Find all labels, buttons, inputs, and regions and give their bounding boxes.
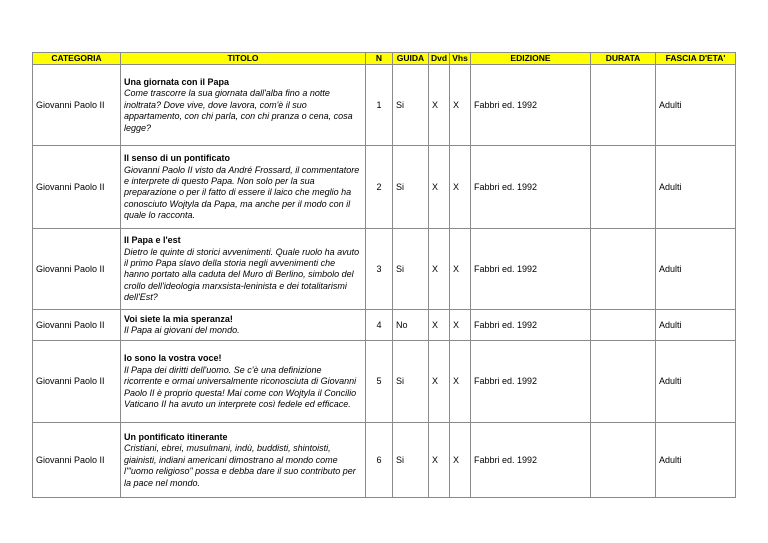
cell-edizione: Fabbri ed. 1992: [471, 310, 591, 341]
header-dvd: Dvd: [429, 53, 450, 65]
header-n: N: [366, 53, 393, 65]
cell-categoria: Giovanni Paolo II: [33, 423, 121, 498]
cell-edizione: Fabbri ed. 1992: [471, 229, 591, 310]
cell-edizione: Fabbri ed. 1992: [471, 146, 591, 229]
header-titolo: TITOLO: [121, 53, 366, 65]
cell-durata: [591, 65, 656, 146]
cell-durata: [591, 146, 656, 229]
cell-n: 3: [366, 229, 393, 310]
catalog-table: [32, 52, 736, 498]
header-row: [33, 53, 736, 65]
title-text: Un pontificato itinerante: [124, 431, 228, 442]
cell-titolo: [121, 310, 366, 341]
description-text: Cristiani, ebrei, musulmani, indù, buddisti, shintoisti, giainisti, indiani americani dimostrano al mondo come l'"uomo religioso" possa e debba dare il suo contributo per la pace nel mondo.: [124, 443, 356, 488]
title-text: Voi siete la mia speranza!: [124, 314, 233, 324]
cell-guida: Si: [393, 146, 429, 229]
cell-dvd: X: [429, 65, 450, 146]
header-edizione: EDIZIONE: [471, 53, 591, 65]
cell-dvd: X: [429, 146, 450, 229]
cell-fascia: Adulti: [656, 341, 736, 423]
cell-categoria: Giovanni Paolo II: [33, 65, 121, 146]
cell-n: 5: [366, 341, 393, 423]
cell-edizione: Fabbri ed. 1992: [471, 341, 591, 423]
table-row: [33, 423, 736, 498]
table-row: [33, 341, 736, 423]
cell-fascia: Adulti: [656, 229, 736, 310]
description-text: Dietro le quinte di storici avvenimenti. Quale ruolo ha avuto il primo Papa slavo della storia negli avvenimenti che hanno portato alla caduta del Muro di Berlino, simbolo del crollo dell'ideologia marxsista-leninista e dei totalitarismi dell'Est?: [124, 246, 360, 303]
cell-durata: [591, 229, 656, 310]
cell-dvd: X: [429, 229, 450, 310]
description-text: Il Papa ai giovani del mondo.: [124, 325, 240, 336]
cell-titolo: [121, 146, 366, 229]
table-row: [33, 146, 736, 229]
cell-durata: [591, 423, 656, 498]
table-row: [33, 310, 736, 341]
cell-guida: No: [393, 310, 429, 341]
header-durata: DURATA: [591, 53, 656, 65]
cell-n: 6: [366, 423, 393, 498]
cell-titolo: [121, 229, 366, 310]
title-text: Io sono la vostra voce!: [124, 353, 222, 364]
cell-guida: Si: [393, 229, 429, 310]
cell-vhs: X: [450, 310, 471, 341]
cell-vhs: X: [450, 341, 471, 423]
title-text: Una giornata con il Papa: [124, 76, 230, 87]
cell-dvd: X: [429, 423, 450, 498]
cell-guida: Si: [393, 341, 429, 423]
cell-fascia: Adulti: [656, 423, 736, 498]
cell-n: 1: [366, 65, 393, 146]
title-text: Il Papa e l'est: [124, 235, 181, 246]
cell-dvd: X: [429, 310, 450, 341]
cell-guida: Si: [393, 423, 429, 498]
cell-guida: Si: [393, 65, 429, 146]
cell-vhs: X: [450, 423, 471, 498]
cell-durata: [591, 341, 656, 423]
cell-fascia: Adulti: [656, 310, 736, 341]
cell-titolo: [121, 423, 366, 498]
header-guida: GUIDA: [393, 53, 429, 65]
cell-durata: [591, 310, 656, 341]
header-categoria: CATEGORIA: [33, 53, 121, 65]
cell-edizione: Fabbri ed. 1992: [471, 65, 591, 146]
cell-categoria: Giovanni Paolo II: [33, 341, 121, 423]
cell-fascia: Adulti: [656, 65, 736, 146]
title-text: Il senso di un pontificato: [124, 153, 231, 164]
table-row: [33, 65, 736, 146]
cell-categoria: Giovanni Paolo II: [33, 310, 121, 341]
cell-categoria: Giovanni Paolo II: [33, 229, 121, 310]
cell-edizione: Fabbri ed. 1992: [471, 423, 591, 498]
cell-n: 4: [366, 310, 393, 341]
cell-vhs: X: [450, 146, 471, 229]
cell-vhs: X: [450, 65, 471, 146]
cell-categoria: Giovanni Paolo II: [33, 146, 121, 229]
description-text: Giovanni Paolo II visto da André Frossard, il commentatore e interprete di questo Papa. Non solo per la sua preparazione o per il fatto di essere il laico che meglio ha conosciuto Wojtyla da Papa, ma anche per il modo con il quale lo racconta.: [124, 164, 360, 221]
cell-fascia: Adulti: [656, 146, 736, 229]
cell-titolo: [121, 341, 366, 423]
description-text: Il Papa dei diritti dell'uomo. Se c'è una definizione ricorrente e ormai universalmente riconosciuta di Giovanni Paolo II è proprio questa! Mai come con Wojtyla il Concilio Vaticano II ha avuto un interprete così fedele ed efficace.: [124, 364, 357, 410]
description-text: Come trascorre la sua giornata dall'alba fino a notte inoltrata? Dove vive, dove lavora, com'è il suo appartamento, con chi parla, con chi pranza o cena, cosa legge?: [124, 88, 353, 133]
cell-titolo: [121, 65, 366, 146]
table-row: [33, 229, 736, 310]
cell-n: 2: [366, 146, 393, 229]
header-fascia: FASCIA D'ETA': [656, 53, 736, 65]
cell-vhs: X: [450, 229, 471, 310]
header-vhs: Vhs: [450, 53, 471, 65]
cell-dvd: X: [429, 341, 450, 423]
